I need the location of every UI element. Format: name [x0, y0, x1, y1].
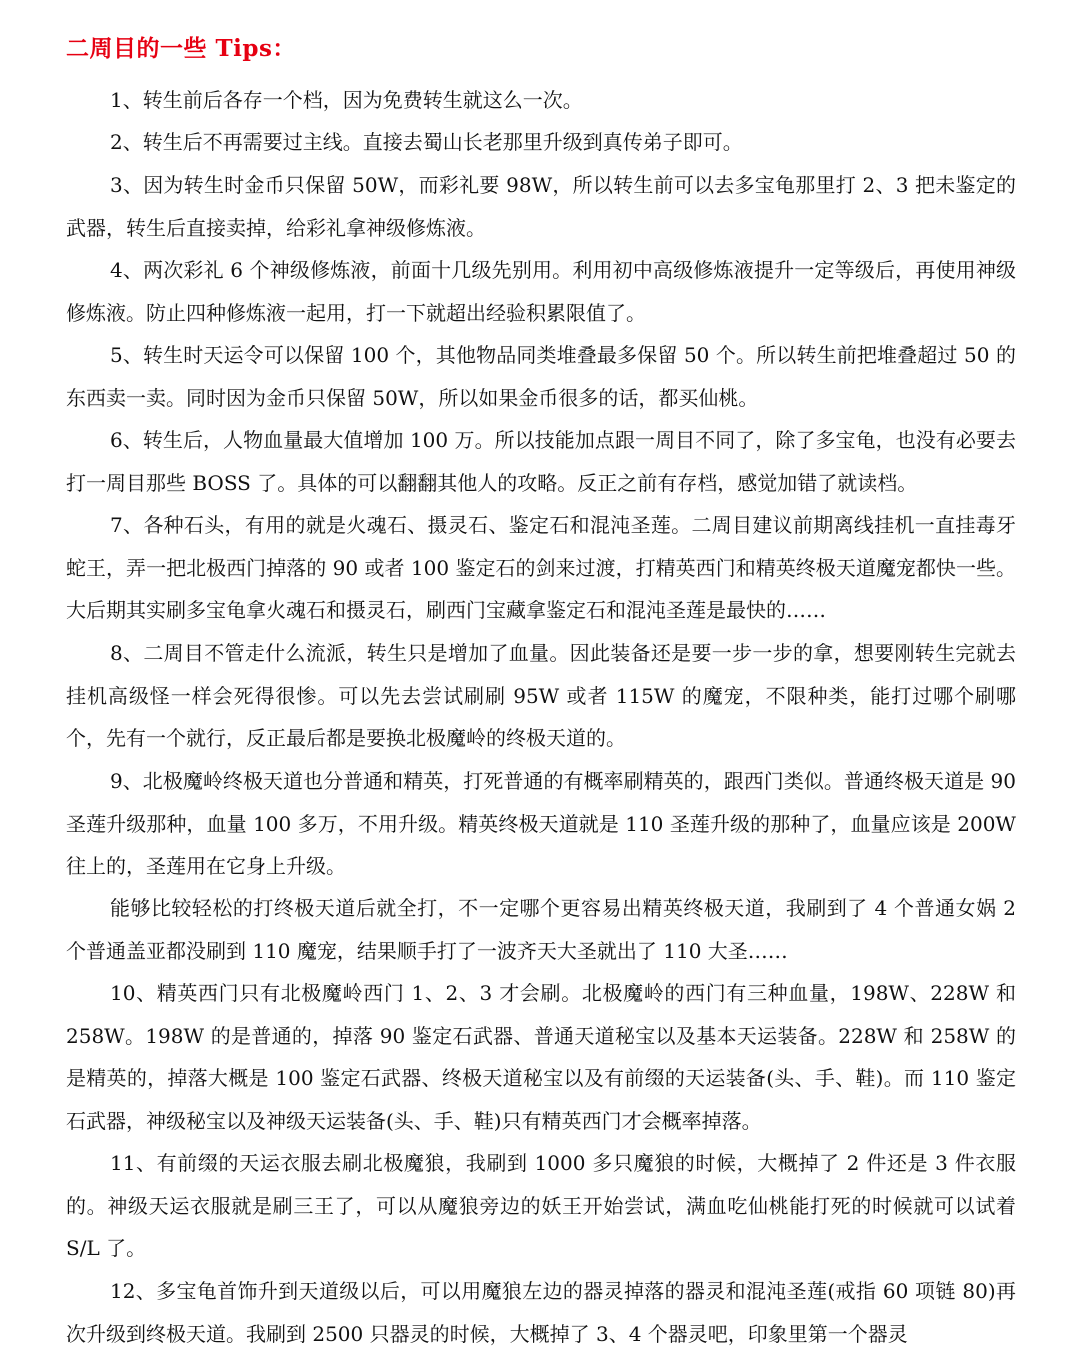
paragraph-tip-9: 9、北极魔岭终极天道也分普通和精英，打死普通的有概率刷精英的，跟西门类似。普通终极天道是 90 圣莲升级那种，血量 100 多万，不用升级。精英终极天道就是 110 圣莲升级的那种了，血量应该是 200W 往上的，圣莲用在它身上升级。 — [66, 769, 1016, 878]
page-title: 二周目的一些 Tips： — [66, 35, 296, 62]
paragraph-tip-2: 2、转生后不再需要过主线。直接去蜀山长老那里升级到真传弟子即可。 — [110, 130, 743, 154]
paragraph-tip-9-continued: 能够比较轻松的打终极天道后就全打，不一定哪个更容易出精英终极天道，我刷到了 4 个普通女娲 2 个普通盖亚都没刷到 110 魔宠，结果顺手打了一波齐天大圣就出了 110 大圣…… — [66, 896, 1016, 963]
paragraph-tip-5: 5、转生时天运令可以保留 100 个，其他物品同类堆叠最多保留 50 个。所以转生前把堆叠超过 50 的东西卖一卖。同时因为金币只保留 50W，所以如果金币很多的话，都买仙桃。 — [66, 343, 1016, 410]
paragraph-tip-11: 11、有前缀的天运衣服去刷北极魔狼，我刷到 1000 多只魔狼的时候，大概掉了 2 件还是 3 件衣服的。神级天运衣服就是刷三王了，可以从魔狼旁边的妖王开始尝试，满血吃仙桃能打死的时候就可以试着 S/L 了。 — [66, 1151, 1016, 1260]
paragraph-tip-12: 12、多宝龟首饰升到天道级以后，可以用魔狼左边的器灵掉落的器灵和混沌圣莲(戒指 60 项链 80)再次升级到终极天道。我刷到 2500 只器灵的时候，大概掉了 3、4 个器灵吧，印象里第一个器灵 — [66, 1279, 1016, 1346]
paragraph-tip-3: 3、因为转生时金币只保留 50W，而彩礼要 98W，所以转生前可以去多宝龟那里打 2、3 把未鉴定的武器，转生后直接卖掉，给彩礼拿神级修炼液。 — [66, 173, 1016, 240]
paragraph-tip-10: 10、精英西门只有北极魔岭西门 1、2、3 才会刷。北极魔岭的西门有三种血量，198W、228W 和 258W。198W 的是普通的，掉落 90 鉴定石武器、普通天道秘宝以及基本天运装备。228W 和 258W 的是精英的，掉落大概是 100 鉴定石武器、终极天道秘宝以及有前缀的天运装备(头、手、鞋)。而 110 鉴定石武器，神级秘宝以及神级天运装备(头、手、鞋)只有精英西门才会概率掉落。 — [66, 981, 1016, 1133]
paragraph-tip-4: 4、两次彩礼 6 个神级修炼液，前面十几级先别用。利用初中高级修炼液提升一定等级后，再使用神级修炼液。防止四种修炼液一起用，打一下就超出经验积累限值了。 — [66, 258, 1016, 325]
paragraph-tip-8: 8、二周目不管走什么流派，转生只是增加了血量。因此装备还是要一步一步的拿，想要刚转生完就去挂机高级怪一样会死得很惨。可以先去尝试刷刷 95W 或者 115W 的魔宠，不限种类，能打过哪个刷哪个，先有一个就行，反正最后都是要换北极魔岭的终极天道的。 — [66, 641, 1016, 750]
paragraph-tip-7: 7、各种石头，有用的就是火魂石、摄灵石、鉴定石和混沌圣莲。二周目建议前期离线挂机一直挂毒牙蛇王，弄一把北极西门掉落的 90 或者 100 鉴定石的剑来过渡，打精英西门和精英终极天道魔宠都快一些。大后期其实刷多宝龟拿火魂石和摄灵石，刷西门宝藏拿鉴定石和混沌圣莲是最快的…… — [66, 513, 1016, 622]
paragraph-tip-1: 1、转生前后各存一个档，因为免费转生就这么一次。 — [110, 88, 583, 112]
paragraph-tip-6: 6、转生后，人物血量最大值增加 100 万。所以技能加点跟一周目不同了，除了多宝龟，也没有必要去打一周目那些 BOSS 了。具体的可以翻翻其他人的攻略。反正之前有存档，感觉加错了就读档。 — [66, 428, 1016, 495]
